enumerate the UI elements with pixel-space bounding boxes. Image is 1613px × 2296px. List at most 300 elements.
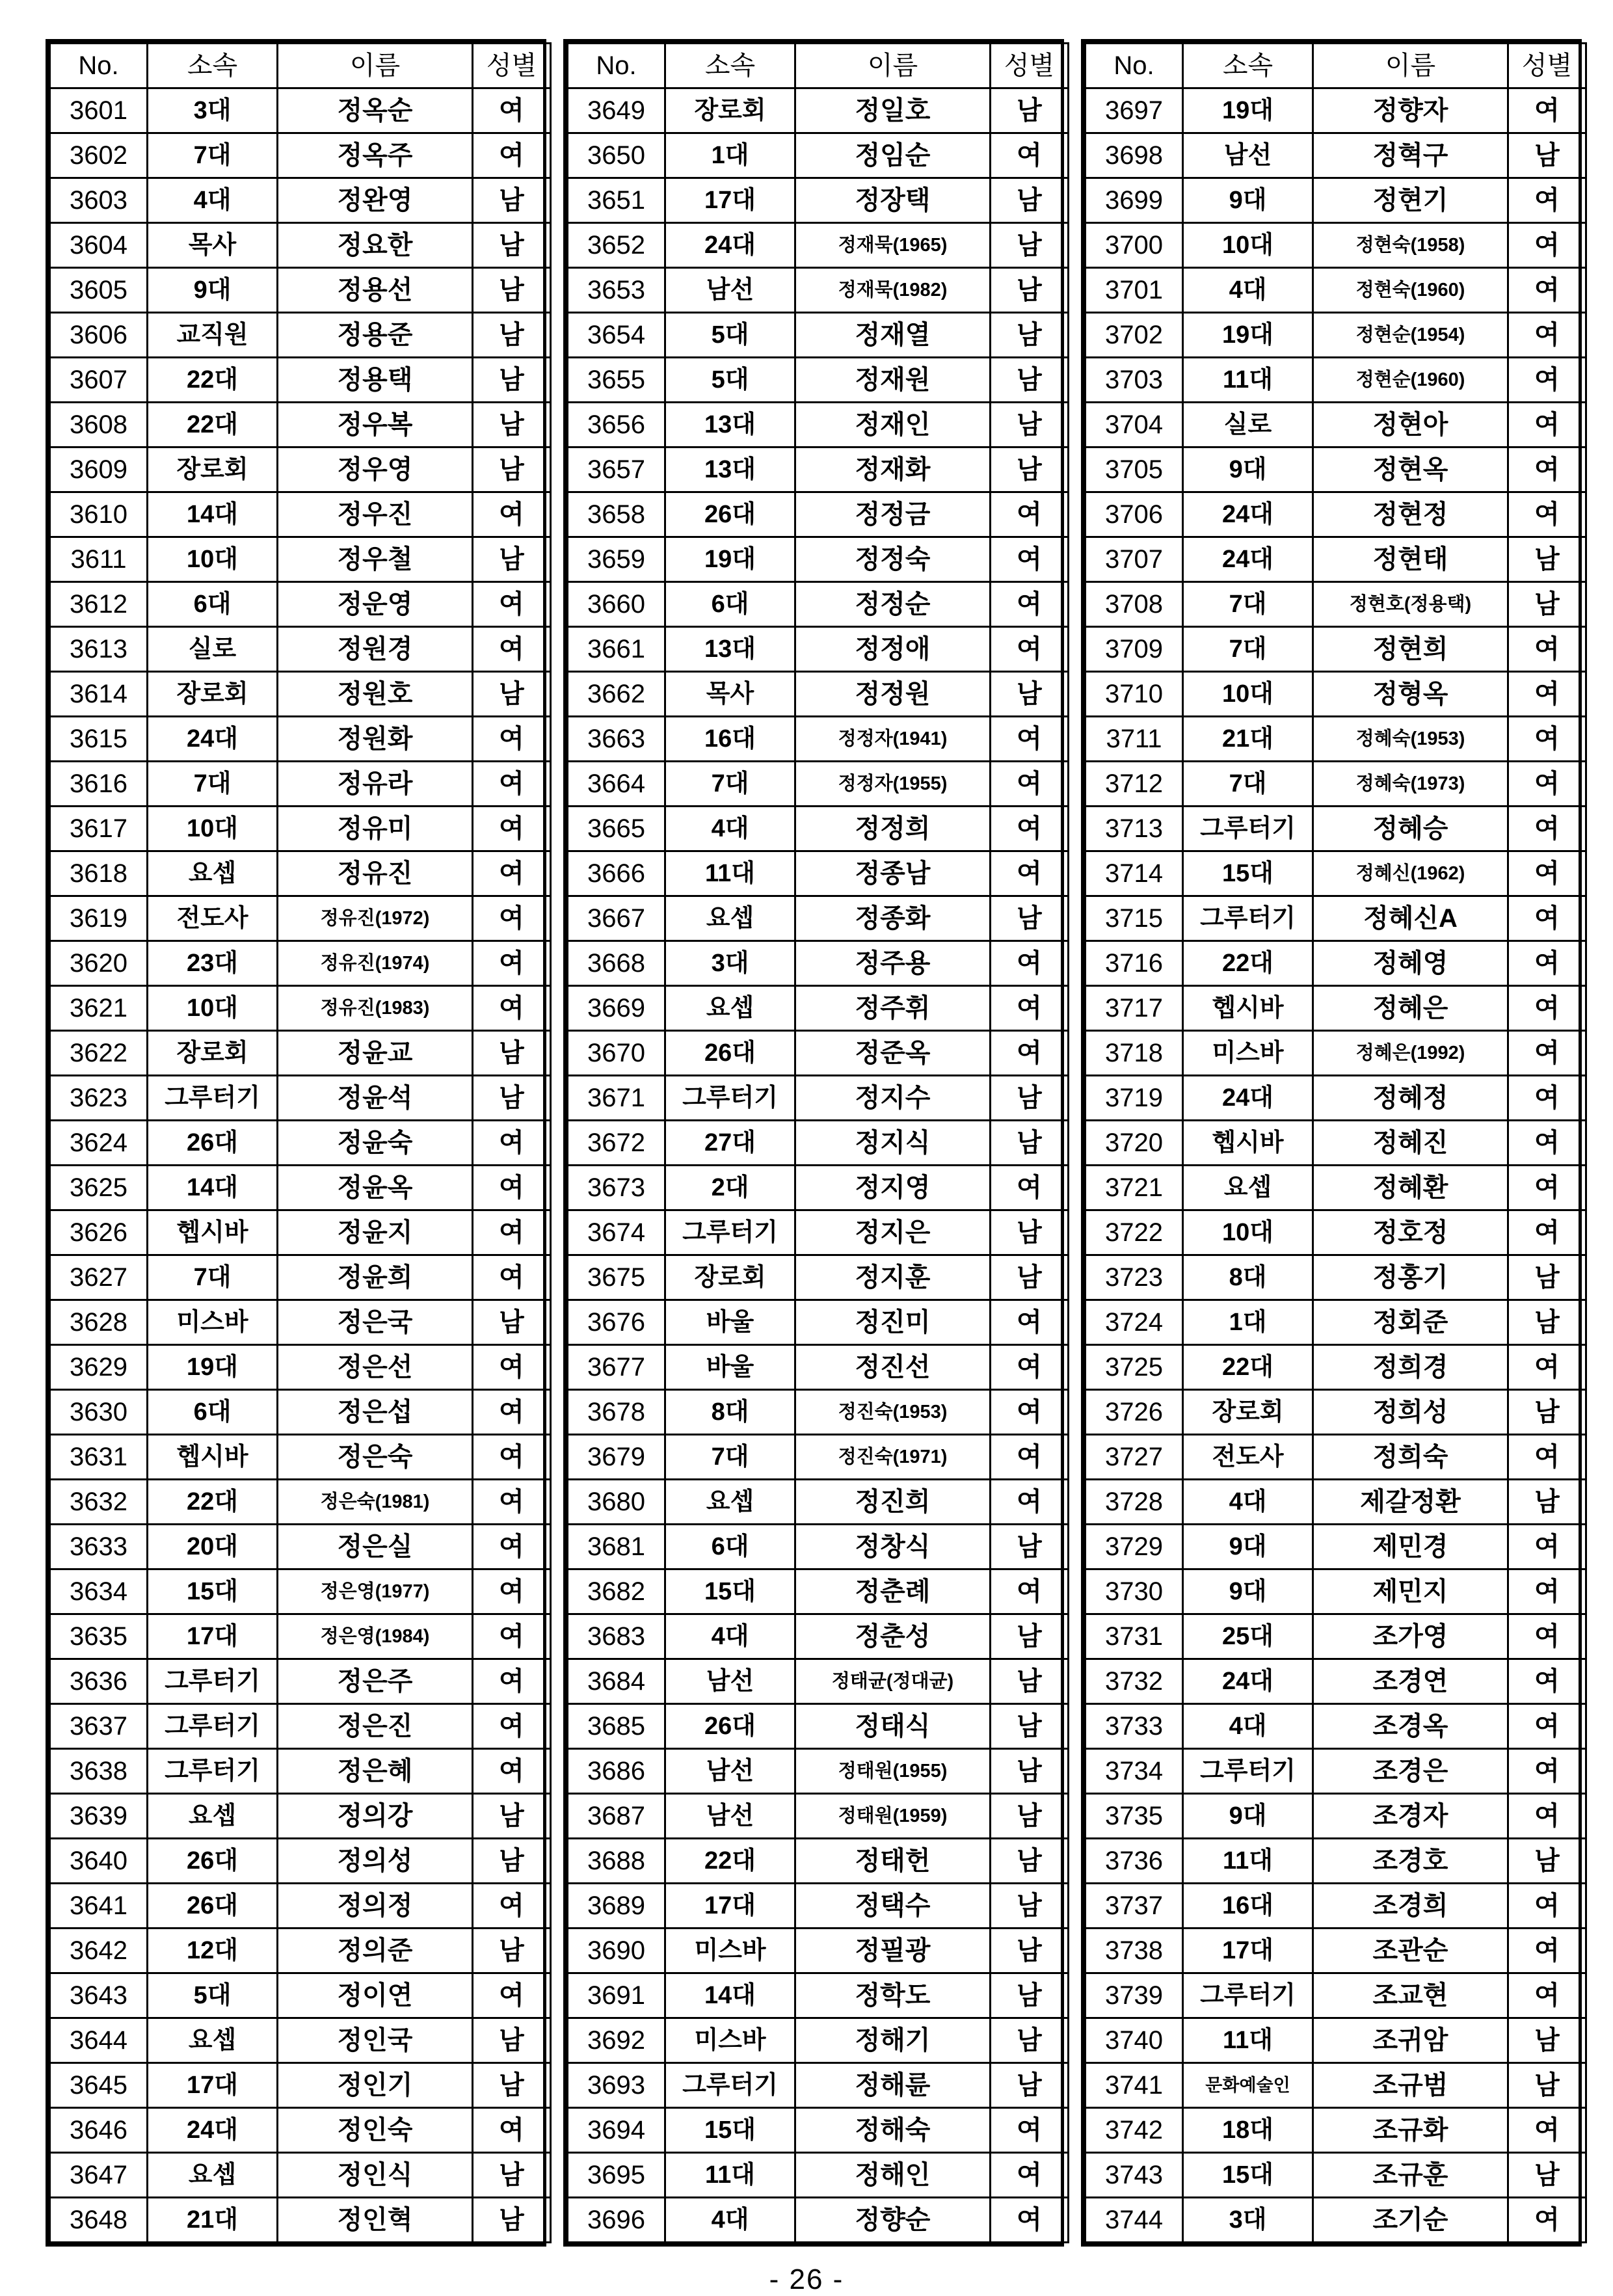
column-header-affiliation: 소속 [148,44,278,88]
cell-affiliation: 7대 [148,133,278,178]
column-header-gender: 성별 [991,44,1069,88]
cell-gender: 여 [1508,672,1586,717]
cell-name: 정홍기 [1313,1255,1508,1300]
cell-no: 3614 [50,672,148,717]
cell-name: 정윤숙 [278,1121,473,1166]
cell-affiliation: 17대 [148,1614,278,1659]
table-row [50,1794,551,1839]
cell-name: 정학도 [795,1973,991,2018]
cell-no: 3653 [568,268,665,313]
cell-gender: 여 [1508,1166,1586,1210]
cell-gender: 남 [1508,2153,1586,2198]
cell-name: 정용선 [278,268,473,313]
cell-affiliation: 남선 [665,1749,795,1794]
cell-affiliation: 26대 [148,1884,278,1929]
table-row [50,941,551,986]
cell-no: 3632 [50,1480,148,1525]
cell-name: 정윤지 [278,1210,473,1255]
cell-name: 정정순 [795,582,991,627]
cell-name: 정현순(1960) [1313,358,1508,403]
cell-no: 3621 [50,986,148,1031]
table-row [568,2198,1069,2243]
cell-gender: 남 [473,1076,551,1121]
cell-gender: 남 [1508,1480,1586,1525]
table-row [568,223,1069,268]
cell-affiliation: 11대 [665,851,795,896]
cell-name: 정춘성 [795,1614,991,1659]
cell-gender: 남 [1508,2063,1586,2108]
cell-name: 정정숙 [795,537,991,582]
cell-affiliation: 7대 [665,762,795,807]
cell-name: 정진숙(1971) [795,1435,991,1480]
cell-affiliation: 목사 [148,223,278,268]
cell-no: 3664 [568,762,665,807]
cell-affiliation: 3대 [665,941,795,986]
table-row [50,1659,551,1704]
table-row [50,1435,551,1480]
cell-name: 정태원(1959) [795,1794,991,1839]
cell-affiliation: 24대 [1183,492,1313,537]
cell-name: 정원호 [278,672,473,717]
table-row [50,627,551,672]
cell-name: 정현숙(1960) [1313,268,1508,313]
cell-affiliation: 헵시바 [1183,986,1313,1031]
cell-no: 3699 [1086,178,1183,223]
cell-gender: 남 [473,2018,551,2063]
cell-no: 3642 [50,1929,148,1973]
cell-gender: 남 [473,1794,551,1839]
cell-affiliation: 전도사 [1183,1435,1313,1480]
cell-affiliation: 요셉 [148,1794,278,1839]
cell-affiliation: 8대 [665,1390,795,1435]
table-row [1086,986,1586,1031]
cell-name: 정해기 [795,2018,991,2063]
cell-name: 정종남 [795,851,991,896]
cell-gender: 여 [473,762,551,807]
table-row [568,1435,1069,1480]
cell-gender: 여 [473,1210,551,1255]
cell-name: 정춘례 [795,1569,991,1614]
cell-no: 3684 [568,1659,665,1704]
cell-gender: 남 [1508,537,1586,582]
table-row [1086,1210,1586,1255]
table-row [50,1031,551,1076]
cell-no: 3724 [1086,1300,1183,1345]
cell-gender: 여 [473,807,551,851]
table-row [50,851,551,896]
cell-gender: 여 [1508,896,1586,941]
cell-affiliation: 6대 [148,582,278,627]
cell-gender: 여 [1508,88,1586,133]
cell-affiliation: 장로회 [665,1255,795,1300]
cell-gender: 여 [473,1659,551,1704]
cell-no: 3656 [568,403,665,447]
cell-no: 3613 [50,627,148,672]
cell-affiliation: 13대 [665,627,795,672]
table-row [568,1255,1069,1300]
cell-gender: 남 [473,178,551,223]
cell-name: 정옥주 [278,133,473,178]
cell-affiliation: 22대 [665,1839,795,1884]
cell-no: 3686 [568,1749,665,1794]
directory-block-right [1081,39,1582,2247]
cell-gender: 여 [1508,2198,1586,2243]
table-row [1086,358,1586,403]
cell-name: 정혜정 [1313,1076,1508,1121]
table-row [50,2063,551,2108]
cell-affiliation: 11대 [1183,2018,1313,2063]
table-row [568,2063,1069,2108]
cell-no: 3626 [50,1210,148,1255]
cell-no: 3667 [568,896,665,941]
cell-name: 정정금 [795,492,991,537]
table-header-row [50,44,551,88]
cell-name: 정원경 [278,627,473,672]
table-row [1086,851,1586,896]
cell-no: 3733 [1086,1704,1183,1749]
cell-gender: 여 [991,492,1069,537]
table-row [568,1390,1069,1435]
cell-gender: 여 [991,2108,1069,2153]
cell-no: 3688 [568,1839,665,1884]
column-header-no: No. [1086,44,1183,88]
cell-no: 3666 [568,851,665,896]
table-row [50,717,551,762]
cell-no: 3692 [568,2018,665,2063]
cell-no: 3669 [568,986,665,1031]
table-row [50,1210,551,1255]
cell-affiliation: 17대 [665,178,795,223]
table-row [1086,1525,1586,1569]
cell-affiliation: 14대 [148,492,278,537]
cell-no: 3660 [568,582,665,627]
table-row [1086,2108,1586,2153]
cell-gender: 여 [1508,986,1586,1031]
cell-gender: 남 [1508,133,1586,178]
cell-gender: 여 [991,986,1069,1031]
cell-gender: 여 [473,2108,551,2153]
table-row [568,851,1069,896]
cell-no: 3683 [568,1614,665,1659]
cell-gender: 여 [473,896,551,941]
cell-no: 3734 [1086,1749,1183,1794]
cell-no: 3650 [568,133,665,178]
cell-no: 3716 [1086,941,1183,986]
cell-name: 조경옥 [1313,1704,1508,1749]
cell-gender: 여 [1508,313,1586,358]
cell-affiliation: 4대 [665,2198,795,2243]
directory-block-middle [563,39,1064,2247]
cell-no: 3606 [50,313,148,358]
table-row [1086,492,1586,537]
cell-affiliation: 13대 [665,447,795,492]
cell-no: 3619 [50,896,148,941]
cell-name: 정우복 [278,403,473,447]
cell-name: 정혜승 [1313,807,1508,851]
cell-no: 3649 [568,88,665,133]
cell-gender: 남 [473,1031,551,1076]
cell-affiliation: 10대 [1183,223,1313,268]
cell-no: 3634 [50,1569,148,1614]
cell-gender: 남 [991,403,1069,447]
cell-name: 정현숙(1958) [1313,223,1508,268]
cell-gender: 여 [473,1480,551,1525]
cell-affiliation: 10대 [148,537,278,582]
cell-gender: 여 [991,941,1069,986]
cell-name: 정유진(1974) [278,941,473,986]
cell-gender: 남 [473,268,551,313]
table-row [568,1300,1069,1345]
table-row [50,2018,551,2063]
table-row [1086,941,1586,986]
table-row [568,2018,1069,2063]
cell-name: 정혜신(1962) [1313,851,1508,896]
cell-affiliation: 22대 [1183,1345,1313,1390]
cell-no: 3742 [1086,2108,1183,2153]
cell-affiliation: 그루터기 [1183,1973,1313,2018]
table-row [50,1121,551,1166]
cell-gender: 남 [991,1121,1069,1166]
cell-name: 정은영(1984) [278,1614,473,1659]
cell-affiliation: 미스바 [665,2018,795,2063]
cell-affiliation: 문화예술인 [1183,2063,1313,2108]
cell-no: 3701 [1086,268,1183,313]
cell-name: 정은주 [278,1659,473,1704]
cell-no: 3601 [50,88,148,133]
table-row [568,1659,1069,1704]
cell-name: 정은숙 [278,1435,473,1480]
cell-gender: 여 [1508,1076,1586,1121]
table-row [1086,1569,1586,1614]
cell-no: 3693 [568,2063,665,2108]
cell-name: 정지은 [795,1210,991,1255]
cell-gender: 남 [991,1929,1069,1973]
table-row [50,178,551,223]
cell-name: 정재열 [795,313,991,358]
table-row [1086,537,1586,582]
cell-no: 3624 [50,1121,148,1166]
cell-no: 3610 [50,492,148,537]
cell-affiliation: 9대 [1183,447,1313,492]
cell-affiliation: 미스바 [1183,1031,1313,1076]
cell-affiliation: 6대 [665,582,795,627]
cell-affiliation: 17대 [1183,1929,1313,1973]
cell-no: 3719 [1086,1076,1183,1121]
column-header-gender: 성별 [473,44,551,88]
cell-gender: 여 [473,1973,551,2018]
table-row [50,2198,551,2243]
table-row [568,672,1069,717]
cell-gender: 여 [473,1121,551,1166]
cell-affiliation: 1대 [1183,1300,1313,1345]
table-row [568,133,1069,178]
cell-no: 3615 [50,717,148,762]
cell-no: 3732 [1086,1659,1183,1704]
cell-name: 정윤교 [278,1031,473,1076]
cell-gender: 여 [991,537,1069,582]
cell-gender: 여 [1508,627,1586,672]
cell-name: 정윤희 [278,1255,473,1300]
cell-gender: 여 [1508,851,1586,896]
cell-affiliation: 4대 [1183,268,1313,313]
cell-name: 정유진(1983) [278,986,473,1031]
cell-gender: 여 [1508,762,1586,807]
cell-affiliation: 19대 [1183,88,1313,133]
table-row [50,1884,551,1929]
table-row [1086,223,1586,268]
cell-gender: 여 [991,1345,1069,1390]
cell-no: 3703 [1086,358,1183,403]
cell-name: 정재묵(1965) [795,223,991,268]
cell-affiliation: 17대 [148,2063,278,2108]
cell-name: 조가영 [1313,1614,1508,1659]
cell-affiliation: 남선 [665,1659,795,1704]
cell-affiliation: 23대 [148,941,278,986]
cell-gender: 여 [991,807,1069,851]
cell-no: 3709 [1086,627,1183,672]
cell-name: 정운영 [278,582,473,627]
cell-no: 3665 [568,807,665,851]
cell-affiliation: 15대 [148,1569,278,1614]
cell-name: 정지훈 [795,1255,991,1300]
table-row [1086,1929,1586,1973]
cell-affiliation: 22대 [1183,941,1313,986]
table-row [568,1480,1069,1525]
cell-name: 정필광 [795,1929,991,1973]
table-row [568,1884,1069,1929]
cell-name: 정주휘 [795,986,991,1031]
cell-no: 3659 [568,537,665,582]
cell-name: 정유미 [278,807,473,851]
cell-name: 정태균(정대균) [795,1659,991,1704]
cell-no: 3658 [568,492,665,537]
cell-name: 정지식 [795,1121,991,1166]
cell-name: 정진숙(1953) [795,1390,991,1435]
column-header-affiliation: 소속 [665,44,795,88]
cell-affiliation: 그루터기 [148,1659,278,1704]
cell-affiliation: 22대 [148,358,278,403]
cell-name: 정임순 [795,133,991,178]
table-row [1086,896,1586,941]
cell-gender: 남 [991,1525,1069,1569]
cell-no: 3671 [568,1076,665,1121]
cell-gender: 남 [1508,1300,1586,1345]
cell-no: 3663 [568,717,665,762]
cell-no: 3645 [50,2063,148,2108]
cell-no: 3676 [568,1300,665,1345]
cell-no: 3623 [50,1076,148,1121]
cell-affiliation: 21대 [148,2198,278,2243]
directory-block-left [46,39,546,2247]
cell-gender: 여 [1508,358,1586,403]
cell-affiliation: 17대 [665,1884,795,1929]
cell-affiliation: 7대 [148,1255,278,1300]
cell-affiliation: 9대 [148,268,278,313]
cell-name: 정정자(1941) [795,717,991,762]
cell-name: 정진미 [795,1300,991,1345]
cell-gender: 남 [991,1210,1069,1255]
cell-gender: 여 [473,1614,551,1659]
cell-affiliation: 10대 [148,986,278,1031]
cell-name: 정인기 [278,2063,473,2108]
table-row [50,1973,551,2018]
table-row [1086,88,1586,133]
cell-gender: 남 [991,1659,1069,1704]
table-row [1086,2198,1586,2243]
table-row [568,1525,1069,1569]
table-row [1086,1973,1586,2018]
cell-affiliation: 24대 [148,717,278,762]
cell-no: 3735 [1086,1794,1183,1839]
cell-gender: 여 [473,851,551,896]
cell-name: 정해숙 [795,2108,991,2153]
cell-name: 정의강 [278,1794,473,1839]
cell-name: 정현순(1954) [1313,313,1508,358]
cell-gender: 남 [473,223,551,268]
cell-gender: 여 [991,851,1069,896]
cell-affiliation: 바울 [665,1300,795,1345]
cell-affiliation: 실로 [148,627,278,672]
table-row [50,1525,551,1569]
table-row [50,223,551,268]
table-row [50,2153,551,2198]
cell-no: 3655 [568,358,665,403]
table-row [1086,1031,1586,1076]
cell-name: 정현기 [1313,178,1508,223]
cell-name: 정진선 [795,1345,991,1390]
table-row [568,1345,1069,1390]
cell-name: 조규화 [1313,2108,1508,2153]
cell-name: 정의정 [278,1884,473,1929]
cell-gender: 여 [1508,447,1586,492]
table-body-right [1086,88,1586,2243]
cell-gender: 여 [1508,1210,1586,1255]
cell-affiliation: 3대 [148,88,278,133]
table-row [1086,2018,1586,2063]
table-row [50,1569,551,1614]
cell-affiliation: 10대 [1183,672,1313,717]
table-row [1086,1884,1586,1929]
cell-name: 정해륜 [795,2063,991,2108]
cell-gender: 남 [473,403,551,447]
cell-name: 정은혜 [278,1749,473,1794]
cell-gender: 남 [1508,2018,1586,2063]
cell-affiliation: 14대 [148,1166,278,1210]
cell-gender: 여 [473,986,551,1031]
cell-affiliation: 4대 [1183,1704,1313,1749]
cell-no: 3612 [50,582,148,627]
cell-affiliation: 목사 [665,672,795,717]
cell-no: 3731 [1086,1614,1183,1659]
table-row [1086,1839,1586,1884]
cell-name: 정은국 [278,1300,473,1345]
cell-gender: 남 [991,313,1069,358]
cell-name: 정유진(1972) [278,896,473,941]
cell-affiliation: 장로회 [665,88,795,133]
cell-affiliation: 21대 [1183,717,1313,762]
cell-gender: 남 [473,672,551,717]
cell-affiliation: 헵시바 [1183,1121,1313,1166]
cell-gender: 남 [473,313,551,358]
cell-name: 조관순 [1313,1929,1508,1973]
cell-gender: 남 [991,896,1069,941]
cell-name: 정은실 [278,1525,473,1569]
table-row [50,1390,551,1435]
cell-gender: 여 [1508,268,1586,313]
table-row [568,313,1069,358]
cell-no: 3681 [568,1525,665,1569]
cell-no: 3696 [568,2198,665,2243]
